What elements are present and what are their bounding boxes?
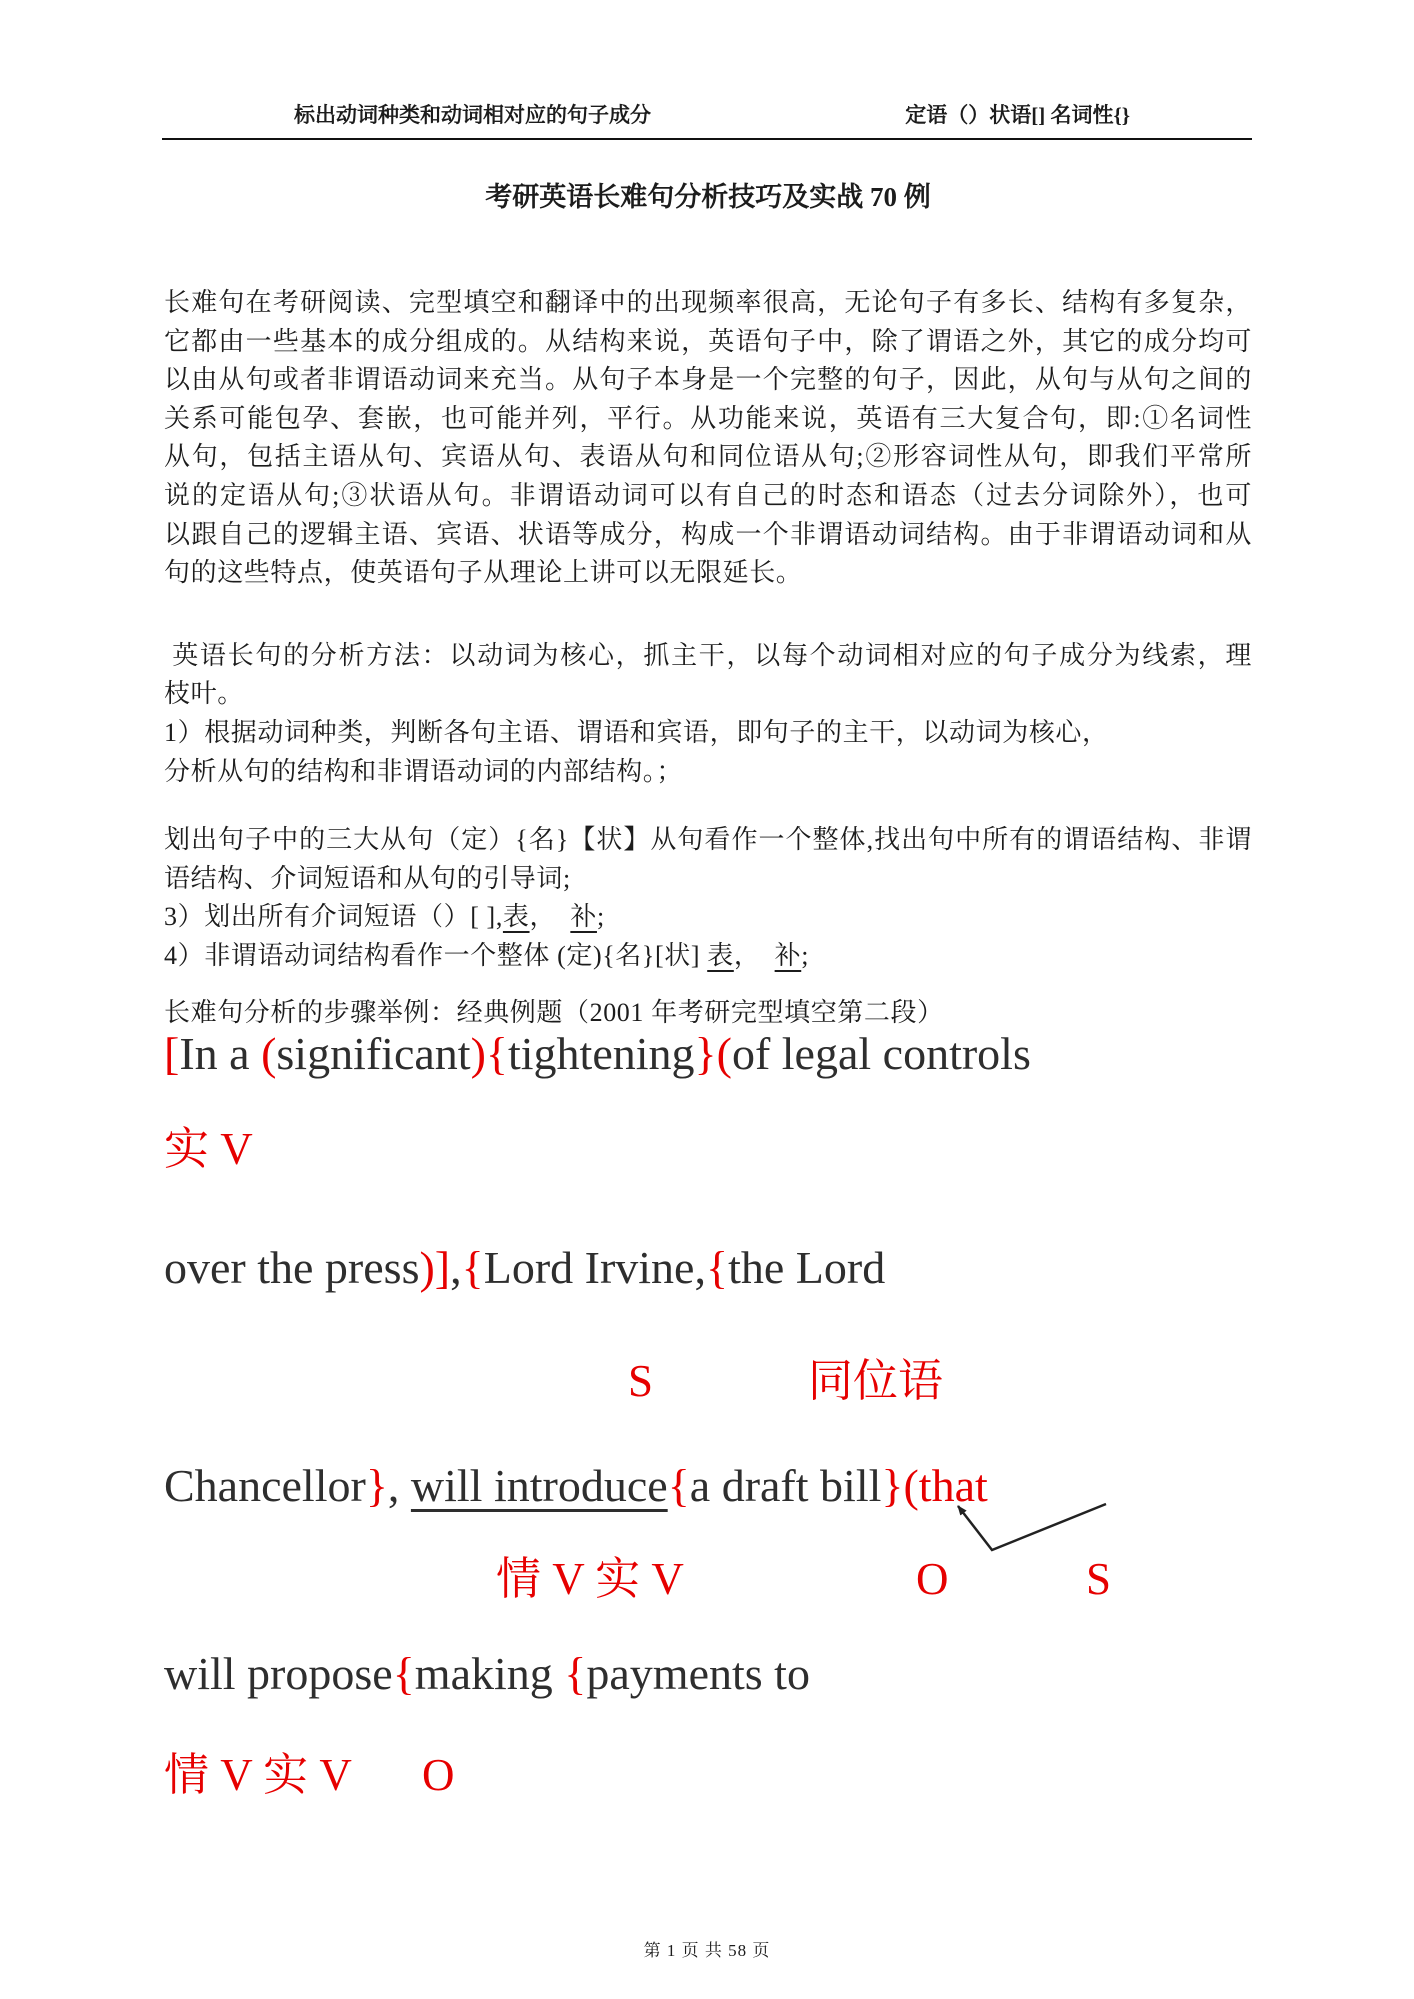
paragraph-line: 划出句子中的三大从句（定）{名}【状】从句看作一个整体,找出句中所有的谓语结构、非谓 <box>164 825 1252 855</box>
step-3-text: ， <box>529 902 571 932</box>
sentence-text: of legal controls <box>731 1028 1031 1079</box>
paragraph-line: 1）根据动词种类，判断各句主语、谓语和宾语，即句子的主干，以动词为核心， <box>164 717 1109 747</box>
sentence-line-1 <box>164 1026 1031 1082</box>
paren-brace: ){ <box>470 1028 508 1079</box>
paragraph-line: 从句，包括主语从句、宾语从句、表语从句和同位语从句;②形容词性从句，即我们平常所 <box>164 442 1252 472</box>
step-4-line <box>164 937 1252 976</box>
annotation-verbs: 情 V 实 V <box>164 1750 352 1800</box>
open-brace: { <box>705 1242 729 1293</box>
step-4-text: 4）非谓语动词结构看作一个整体 (定){名}[状] <box>164 940 708 970</box>
open-brace: { <box>461 1242 484 1293</box>
annotation-object: O <box>916 1554 949 1604</box>
paragraph-line: 它都由一些基本的成分组成的。从结构来说，英语句子中，除了谓语之外，其它的成分均可 <box>164 326 1252 356</box>
header-right-text: 定语（）状语[] 名词性{} <box>905 103 1130 127</box>
open-brace: { <box>564 1648 587 1699</box>
paragraph-line: 语结构、介词短语和从句的引导词; <box>164 863 571 893</box>
paragraph-line: 英语长句的分析方法：以动词为核心，抓主干，以每个动词相对应的句子成分为线索，理 <box>164 640 1252 670</box>
document-body <box>164 176 1252 1032</box>
underlined-term: 补 <box>570 902 597 932</box>
underlined-term: 补 <box>774 940 802 970</box>
sentence-text: significant <box>276 1028 471 1079</box>
relative-clause-start: (that <box>903 1460 988 1511</box>
step-4-text: ， <box>733 940 775 970</box>
annotation-subject: S <box>1086 1554 1112 1604</box>
sentence-text: Lord Irvine, <box>483 1242 706 1293</box>
sentence-text: Chancellor <box>164 1460 366 1511</box>
annotation-modal-real-verb-object <box>164 1748 454 1802</box>
open-square-bracket: [ <box>164 1028 180 1079</box>
paragraph-line: 以由从句或者非谓语动词来充当。从句子本身是一个完整的句子，因此，从句与从句之间的 <box>164 365 1252 395</box>
paragraph-line: 句的这些特点，使英语句子从理论上讲可以无限延长。 <box>164 558 803 588</box>
open-brace: { <box>667 1460 690 1511</box>
open-brace: { <box>392 1648 415 1699</box>
sentence-text: making <box>414 1648 565 1699</box>
header-left-text: 标出动词种类和动词相对应的句子成分 <box>294 103 651 127</box>
sentence-text: , <box>450 1242 462 1293</box>
step-3-line <box>164 898 1252 937</box>
sentence-line-2 <box>164 1240 885 1296</box>
paragraph-line: 关系可能包孕、套嵌，也可能并列，平行。从功能来说，英语有三大复合句，即:①名词性 <box>164 403 1252 433</box>
close-brace: } <box>365 1460 388 1511</box>
sentence-text: a draft bill <box>689 1460 882 1511</box>
annotation-object: O <box>421 1750 455 1800</box>
open-paren: ( <box>261 1028 277 1079</box>
sentence-text: In a <box>179 1028 262 1079</box>
annotation-subject: S <box>628 1356 654 1406</box>
sentence-text: over the press <box>164 1242 420 1293</box>
step-3-text: ; <box>596 902 605 932</box>
step-2-paragraph <box>164 821 1252 898</box>
method-paragraph <box>164 637 1252 714</box>
brace-paren: }( <box>694 1028 732 1079</box>
annotation-real-verb: 实 V <box>164 1124 253 1174</box>
step-3-text: 3）划出所有介词短语（）[ ], <box>164 902 503 932</box>
underlined-verb-phrase: will introduce <box>410 1460 668 1511</box>
underlined-term: 表 <box>707 940 734 970</box>
step-4-text: ; <box>801 940 810 970</box>
sentence-text: tightening <box>508 1028 695 1079</box>
sentence-line-4 <box>164 1646 810 1702</box>
example-intro-line: 长难句分析的步骤举例：经典例题（2001 年考研完型填空第二段） <box>164 997 944 1027</box>
sentence-text: , <box>387 1460 411 1511</box>
page-number-footer: 第 1 页 共 58 页 <box>643 1941 771 1960</box>
annotation-appositive: 同位语 <box>808 1356 944 1406</box>
paragraph-line: 以跟自己的逻辑主语、宾语、状语等成分，构成一个非谓语动词结构。由于非谓语动词和从 <box>164 519 1252 549</box>
annotation-modal-real-verb: 情 V 实 V <box>496 1554 684 1604</box>
paragraph-line: 枝叶。 <box>164 679 244 709</box>
paragraph-line: 说的定语从句;③状语从句。非谓语动词可以有自己的时态和语态（过去分词除外），也可 <box>164 480 1252 510</box>
page-title: 考研英语长难句分析技巧及实战 70 例 <box>485 182 931 212</box>
close-paren-bracket: )] <box>419 1242 451 1293</box>
paragraph-line: 分析从句的结构和非谓语动词的内部结构。； <box>164 756 684 786</box>
sentence-text: payments to <box>586 1648 810 1699</box>
close-brace: } <box>881 1460 904 1511</box>
sentence-text: the Lord <box>728 1242 886 1293</box>
intro-paragraph <box>164 284 1252 593</box>
paragraph-line: 长难句在考研阅读、完型填空和翻译中的出现频率很高，无论句子有多长、结构有多复杂， <box>164 288 1252 317</box>
underlined-term: 表 <box>502 902 530 932</box>
sentence-text: will propose <box>164 1648 393 1699</box>
sentence-line-3 <box>164 1458 988 1514</box>
page-header <box>162 99 1252 140</box>
step-1-paragraph <box>164 714 1252 791</box>
